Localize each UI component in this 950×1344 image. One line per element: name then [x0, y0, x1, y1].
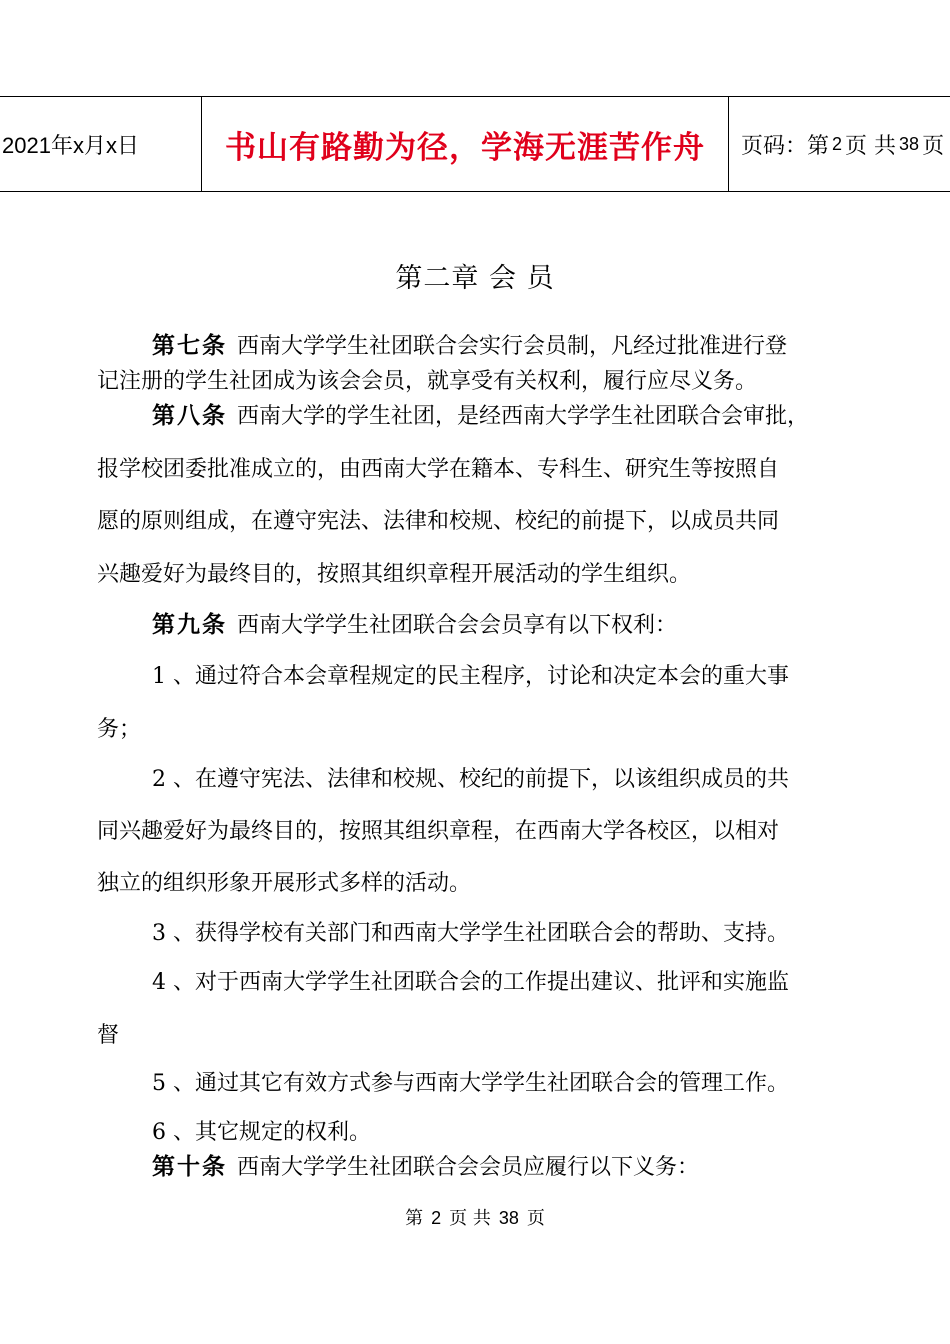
header-page-prefix: 页码：第: [741, 133, 830, 159]
item-5: 5 、通过其它有效方式参与西南大学学生社团联合会的管理工作。: [152, 1071, 789, 1096]
article-9-title: 第九条: [152, 611, 227, 638]
header-page-current: 2: [832, 133, 843, 154]
article-10-text: 西南大学学生社团联合会会员应履行以下义务：: [237, 1155, 700, 1180]
item-3: 3 、获得学校有关部门和西南大学学生社团联合会的帮助、支持。: [152, 921, 789, 946]
article-8-title: 第八条: [152, 402, 227, 429]
article-10-title: 第十条: [152, 1153, 227, 1180]
item-4-line-1: 4 、对于西南大学学生社团联合会的工作提出建议、批评和实施监: [152, 970, 789, 995]
header-page-suffix: 页: [922, 133, 945, 159]
article-8-line-1: [97, 400, 857, 433]
article-8-line-3: 愿的原则组成，在遵守宪法、法律和校规、校纪的前提下，以成员共同: [97, 509, 780, 534]
item-2-line-2: 同兴趣爱好为最终目的，按照其组织章程，在西南大学各校区，以相对: [97, 819, 780, 844]
page-footer: [0, 1204, 950, 1230]
footer-page-total: 38: [498, 1208, 519, 1228]
item-2-line-3: 独立的组织形象开展形式多样的活动。: [97, 871, 472, 896]
header-page-total: 38: [899, 133, 920, 154]
header-page-info: [729, 97, 950, 191]
header-page-mid: 页 共: [845, 133, 897, 159]
article-10-line-1: [97, 1151, 857, 1184]
header-motto: 书山有路勤为径，学海无涯苦作舟: [201, 97, 729, 191]
item-4-line-2: 督: [97, 1023, 120, 1048]
article-7-title: 第七条: [152, 332, 227, 359]
article-7-text: 西南大学学生社团联合会实行会员制，凡经过批准进行登: [237, 334, 788, 359]
item-1-line-2: 务；: [97, 717, 142, 742]
item-6: 6 、其它规定的权利。: [152, 1120, 371, 1145]
article-7-line-2: 记注册的学生社团成为该会会员，就享受有关权利，履行应尽义务。: [97, 369, 758, 394]
header-date: 2021年x月x日: [2, 132, 139, 158]
article-9-text: 西南大学学生社团联合会会员享有以下权利：: [237, 613, 678, 638]
chapter-title: 第二章 会 员: [395, 263, 555, 294]
article-7-line-1: [97, 330, 857, 363]
article-9-line-1: [97, 609, 857, 642]
page-header: [0, 96, 950, 192]
footer-page-current: 2: [431, 1208, 442, 1228]
footer-suffix: 页: [526, 1208, 545, 1229]
article-8-text: 西南大学的学生社团，是经西南大学学生社团联合会审批，: [237, 404, 810, 429]
footer-mid: 页 共: [449, 1208, 491, 1229]
footer-prefix: 第: [405, 1208, 424, 1229]
item-2-line-1: 2 、在遵守宪法、法律和校规、校纪的前提下，以该组织成员的共: [152, 767, 789, 792]
article-8-line-4: 兴趣爱好为最终目的，按照其组织章程开展活动的学生组织。: [97, 562, 692, 587]
article-8-line-2: 报学校团委批准成立的，由西南大学在籍本、专科生、研究生等按照自: [97, 457, 780, 482]
item-1-line-1: 1 、通过符合本会章程规定的民主程序，讨论和决定本会的重大事: [152, 664, 789, 689]
